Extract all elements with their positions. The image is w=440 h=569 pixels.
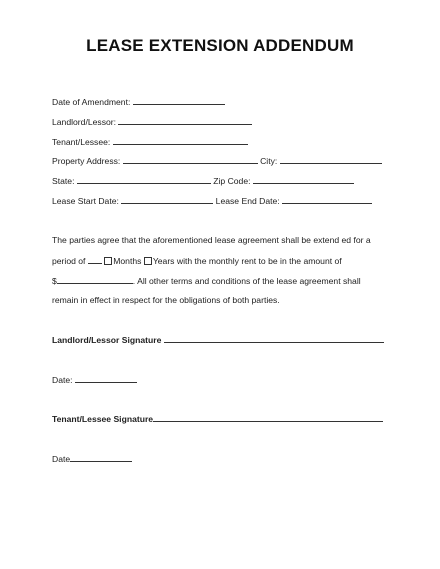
tenant-signature-field[interactable]: [153, 413, 383, 422]
landlord-date-label: Date:: [52, 375, 73, 385]
landlord-row: [52, 116, 252, 128]
date-of-amendment-field[interactable]: [133, 96, 225, 105]
state-field[interactable]: [77, 175, 211, 184]
period-field[interactable]: [88, 255, 102, 264]
paragraph-text-1: The parties agree that the aforementioned lease agreement shall be extend ed for a: [52, 235, 371, 245]
landlord-date-field[interactable]: [75, 374, 137, 383]
tenant-date-field[interactable]: [70, 453, 132, 462]
years-checkbox[interactable]: [144, 257, 152, 265]
date-of-amendment-label: Date of Amendment:: [52, 97, 131, 107]
paragraph-text-4: remain in effect in respect for the obligations of both parties.: [52, 295, 280, 305]
zip-code-field[interactable]: [253, 175, 354, 184]
lease-start-date-field[interactable]: [121, 195, 213, 204]
landlord-label: Landlord/Lessor:: [52, 117, 117, 127]
date-of-amendment-row: [52, 96, 225, 108]
tenant-signature-row: [52, 413, 383, 425]
property-address-row: [52, 155, 382, 167]
state-row: [52, 175, 354, 187]
tenant-date-row: [52, 453, 132, 465]
property-address-label: Property Address:: [52, 156, 121, 166]
city-field[interactable]: [280, 155, 382, 164]
zip-code-label: Zip Code:: [213, 176, 251, 186]
document-title: LEASE EXTENSION ADDENDUM: [86, 36, 354, 55]
months-checkbox[interactable]: [104, 257, 112, 265]
landlord-signature-row: [52, 334, 384, 346]
city-label: City:: [260, 156, 278, 166]
rent-amount-field[interactable]: [57, 275, 133, 284]
period-label: period of: [52, 256, 86, 266]
landlord-signature-label: Landlord/Lessor Signature: [52, 335, 162, 345]
tenant-field[interactable]: [113, 136, 248, 145]
dollar-sign: $: [52, 276, 57, 286]
lease-dates-row: [52, 195, 372, 207]
landlord-date-row: [52, 374, 137, 386]
tenant-date-label: Date: [52, 454, 71, 464]
property-address-field[interactable]: [123, 155, 258, 164]
landlord-field[interactable]: [118, 116, 252, 125]
landlord-signature-field[interactable]: [164, 334, 384, 343]
tenant-label: Tenant/Lessee:: [52, 137, 111, 147]
lease-start-date-label: Lease Start Date:: [52, 196, 119, 206]
paragraph-line-4: [52, 295, 280, 306]
tenant-row: [52, 136, 248, 148]
months-label: Months: [113, 256, 142, 266]
tenant-signature-label: Tenant/Lessee Signature: [52, 414, 154, 424]
paragraph-text-3: . All other terms and conditions of the lease agreement shall: [132, 276, 361, 286]
paragraph-line-2: [52, 255, 342, 267]
state-label: State:: [52, 176, 75, 186]
paragraph-line-3: [52, 275, 361, 287]
paragraph-line-1: [52, 235, 371, 246]
lease-end-date-field[interactable]: [282, 195, 372, 204]
years-text: Years with the monthly rent to be in the amount of: [152, 256, 342, 266]
lease-end-date-label: Lease End Date:: [215, 196, 280, 206]
